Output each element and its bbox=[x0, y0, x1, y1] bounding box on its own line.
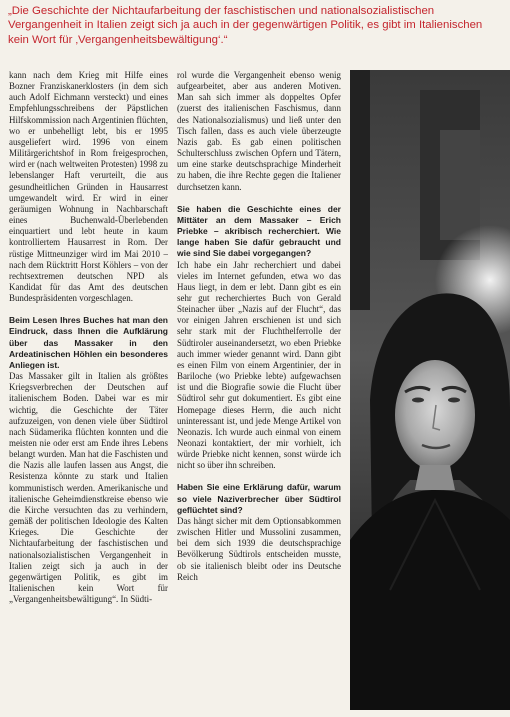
body-paragraph: Das Massaker gilt in Italien als größtes Kriegsverbrechen der Deutschen auf italienischem Boden. Dabei war es mir wichtig, die Geschichte der Täter aufzuzeigen, von denen viele über Südtirol nach Südamerika flüchten konnten und die meisten nie oder erst am Ende ihres Lebens belangt wurden. Man hat die Faschisten und die Nazis alle laufen lassen aus Angst, die Resistenza könnte zu stark und Italien kommunistisch werden. Amerikanische und italienische Geheimdienstkreise ebenso wie die Kirche versuchten das zu verhindern, gemäß der politischen Ideologie des Kalten Krieges. Die Geschichte der Nichtaufarbeitung der faschistischen und nationalsozialistischen Vergangenheit in Italien zeigt sich ja auch in der gegenwärtigen Politik, es gibt im Italienischen kein Wort für „Vergangenheitsbewältigung“. In Südti- bbox=[9, 371, 168, 605]
body-paragraph: Das hängt sicher mit dem Optionsabkommen zwischen Hitler und Mussolini zusammen, bei dem sich 1939 die deutschsprachige Bevölkerung Südtirols entscheiden musste, ob sie italienisch bleibt oder ins Deutsche Reich bbox=[177, 515, 341, 582]
article-column-1 bbox=[9, 70, 168, 713]
portrait-illustration bbox=[350, 70, 510, 710]
article-column-2 bbox=[177, 70, 341, 713]
interview-question: Haben Sie eine Erklärung dafür, warum so viele Naziverbrecher über Südtirol geflüchtet sind? bbox=[177, 482, 341, 515]
author-portrait-photo bbox=[350, 70, 510, 710]
interview-question: Beim Lesen Ihres Buches hat man den Eindruck, dass Ihnen die Aufklärung über das Massaker in den Ardeatinischen Höhlen ein besonderes Anliegen ist. bbox=[9, 315, 168, 370]
body-paragraph: Ich habe ein Jahr recherchiert und dabei vieles im Internet gefunden, etwa wo das Haus liegt, in dem er lebt. Dann gibt es ein sehr gut recherchiertes Buch von Gerald Steinacher über „Nazis auf der Flucht“, das vor einigen Jahren erschienen ist und sich sehr stark mit der Fluchthelferrolle der Südtiroler auseinandersetzt, wo eben Priebke auch immer wieder genannt wird. Dann gibt es einen Film von einem Argentinier, der in Bariloche (wo Priebke lebte) aufgewachsen ist und die Biografie sowie die Flucht über Südtirol sehr gut dokumentiert. Es gibt eine Homepage dieses Herrn, die auch nicht uninteressant ist, und jede Menge Artikel von Neonazis. Ich wurde auch einmal von einem Neonazi kontaktiert, der mir vorhielt, ich würde Priebke nicht kennen, sonst würde ich nicht so über ihn schreiben. bbox=[177, 259, 341, 471]
body-paragraph: kann nach dem Krieg mit Hilfe eines Bozner Franziskanerklosters (in dem sich auch Adolf Eichmann versteckt) und eines Empfehlungsschreibens der Päpstlichen Hilfskommission nach Argentinien flüchten, wo er unbehelligt lebt, bis er 1995 ausgeliefert wird. 1996 von einem Militärgerichtshof in Rom freigesprochen, wird er (nach weltweiten Protesten) 1998 zu lebenslanger Haft verurteilt, die aus gesundheitlichen Gründen in Hausarrest umgewandelt wird. Er wird in einer geräumigen Wohnung in Nachbarschaft eines Buchenwald-Überlebenden einquartiert und lebt heute in kaum kontrolliertem Hausarrest in Rom. Der rüstige Mittneunziger wird im Mai 2010 – nach dem Rücktritt Horst Köhlers – von der rechtsextremen deutschen NPD als Kandidat für das Amt des deutschen Bundespräsidenten vorgeschlagen. bbox=[9, 70, 168, 304]
interview-question: Sie haben die Geschichte eines der Mittäter an dem Massaker – Erich Priebke – akribisch recherchiert. Wie lange haben Sie dafür gebraucht und wie sind Sie dabei vorgegangen? bbox=[177, 203, 341, 259]
body-paragraph: rol wurde die Vergangenheit ebenso wenig aufgearbeitet, aber aus anderen Motiven. Man sah sich immer als doppeltes Opfer (zuerst des italienischen Faschismus, dann des Nationalsozialismus) und ließ unter den Tisch fallen, dass es auch viele überzeugte Nazis gab. Es gab einen politischen Schulterschluss zwischen Opfern und Tätern, um eine starke deutschsprachige Minderheit zu haben, die ihre Rechte gegen die Italiener durchsetzen kann. bbox=[177, 70, 341, 192]
pull-quote: „Die Geschichte der Nichtaufarbeitung der faschistischen und nationalsozialistischen Vergangenheit in Italien zeigt sich ja auch in der gegenwärtigen Politik, es gibt im Italienischen kein Wort für ‚Vergangenheitsbewältigung‘.“ bbox=[8, 5, 483, 46]
